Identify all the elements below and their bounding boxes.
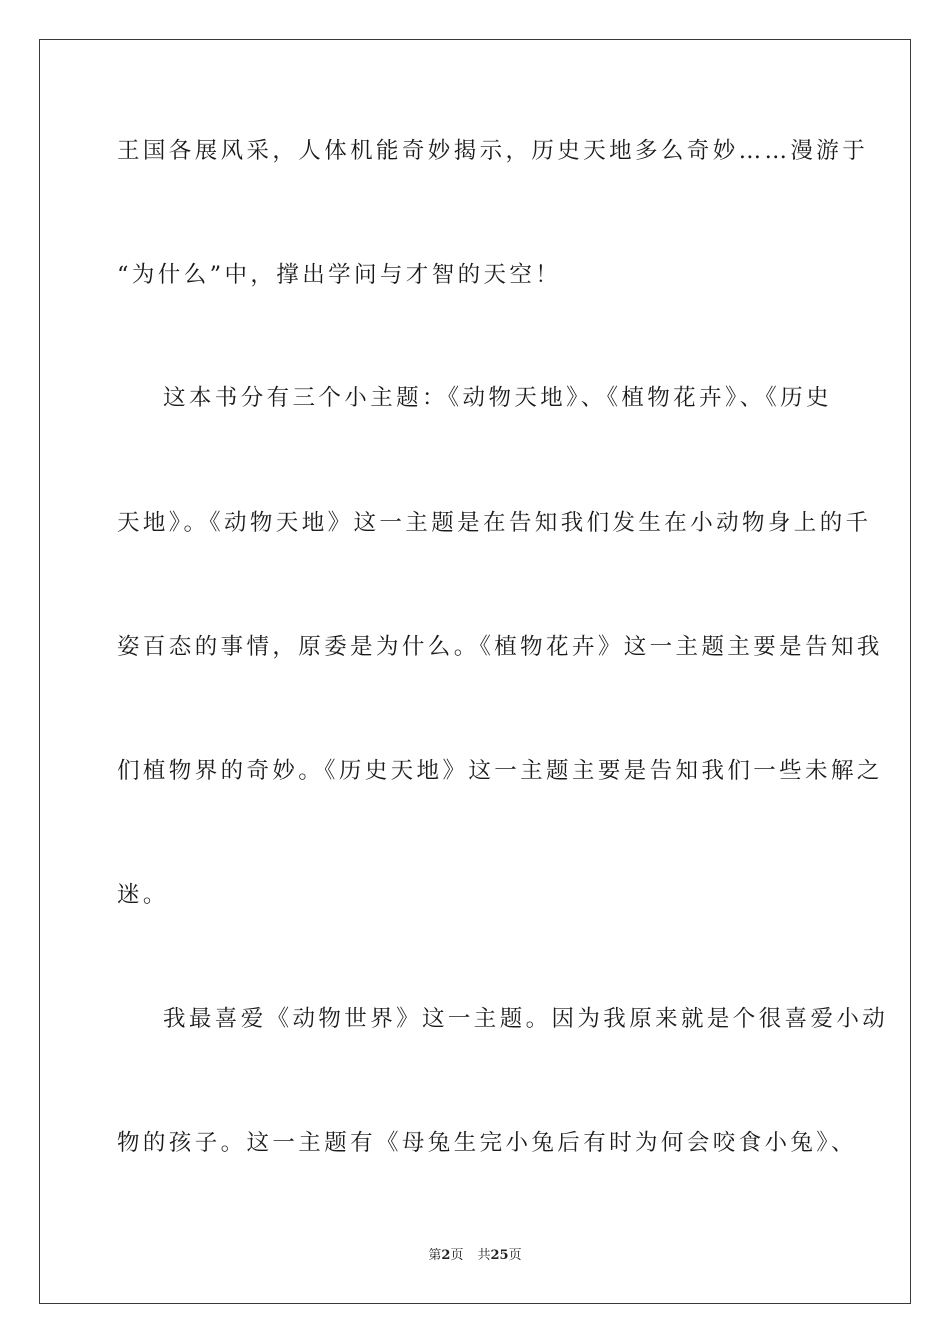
footer-page-suffix: 页 (450, 1248, 464, 1263)
paragraph-first-line: 这本书分有三个小主题：《动物天地》、《植物花卉》、《历史 (163, 385, 832, 411)
footer-page-total: 25 (490, 1248, 509, 1263)
body-text-line: 王国各展风采，人体机能奇妙揭示，历史天地多么奇妙……漫游于 (117, 138, 869, 164)
paragraph-first-line: 我最喜爱《动物世界》这一主题。因为我原来就是个很喜爱小动 (163, 1006, 889, 1032)
body-text-line: 物的孩子。这一主题有《母兔生完小兔后有时为何会咬食小兔》、 (117, 1130, 857, 1156)
body-text-line: 迷。 (117, 882, 169, 908)
body-text-line: “为什么”中，撑出学问与才智的天空！ (117, 262, 562, 288)
footer-total-suffix: 页 (508, 1248, 522, 1263)
footer-total-prefix: 共 (477, 1248, 491, 1263)
page-frame (39, 39, 911, 1304)
footer-page-current: 2 (441, 1248, 451, 1263)
body-text-line: 们植物界的奇妙。《历史天地》这一主题主要是告知我们一些未解之 (117, 758, 883, 784)
page-footer (0, 1247, 950, 1265)
footer-page-prefix: 第 (428, 1248, 442, 1263)
body-text-line: 天地》。《动物天地》这一主题是在告知我们发生在小动物身上的千 (117, 510, 872, 536)
body-text-line: 姿百态的事情，原委是为什么。《植物花卉》这一主题主要是告知我 (117, 634, 883, 660)
